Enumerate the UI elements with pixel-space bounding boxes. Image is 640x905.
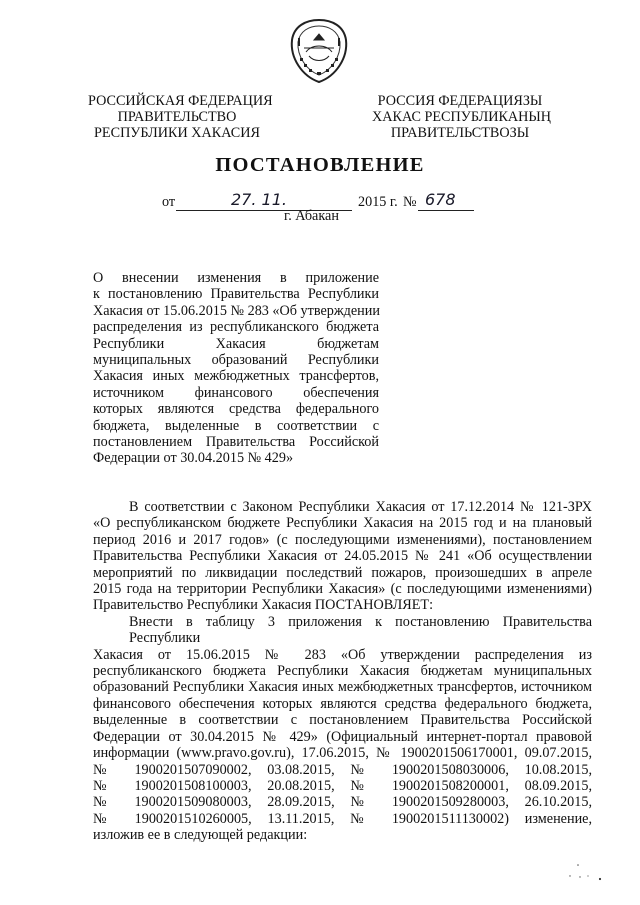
body-line: Правительство Республики Хакасия ПОСТАНОВЛЯЕТ: [93,597,434,614]
body-line: № 1900201508100003, 20.08.2015, № 1900201508200001, 08.09.2015, [93,777,592,794]
body-line: № 1900201507090002, 03.08.2015, № 1900201508030006, 10.08.2015, [93,761,592,778]
body-line: 2015 года на территории Республики Хакасия» (с последующими изменениями) [93,581,592,598]
subject-line: источником финансового обеспечения [93,384,379,401]
subject-line: Республики Хакасия бюджетам [93,335,379,352]
body-line: Внести в таблицу 3 приложения к постановлению Правительства Республики [129,613,592,647]
body-line: образований Республики Хакасия иных межбюджетных трансфертов, источником [93,679,592,696]
body-line: мероприятий по ликвидации последствий пожаров, произошедших в апреле [93,564,592,581]
header-right-line: РОССИЯ ФЕДЕРАЦИЯЗЫ [377,93,543,109]
subject-line: которых являются средства федерального [93,401,379,418]
header-right-line: ХАКАС РЕСПУБЛИКАНЫҢ [372,109,552,125]
header-left-line: ПРАВИТЕЛЬСТВО [117,109,237,125]
header-left-line: РЕСПУБЛИКИ ХАКАСИЯ [94,125,260,141]
subject-line: к постановлению Правительства Республики [93,286,379,303]
header-right-block [372,93,552,141]
body-line: информации (www.pravo.gov.ru), 17.06.2015, № 1900201506170001, 09.07.2015, [93,745,592,762]
scan-specks [566,862,606,884]
body-line: № 1900201509080003, 28.09.2015, № 1900201509280003, 26.10.2015, [93,794,592,811]
body-line: «О республиканском бюджете Республики Хакасия на 2015 год и на плановый [93,515,592,532]
body-line: Правительства Республики Хакасия от 24.05.2015 № 241 «Об осуществлении [93,548,592,565]
number-label: № [403,194,417,210]
subject-line: Федерации от 30.04.2015 № 429» [93,450,294,467]
body-line: республиканского бюджета Республики Хакасия бюджетам муниципальных [93,663,592,680]
header-left-block [88,93,273,141]
handwritten-date: 27. 11. [231,190,287,209]
header-left-line: РОССИЙСКАЯ ФЕДЕРАЦИЯ [88,93,273,109]
body-line: выделенные в соответствии с постановлением Правительства Российской [93,712,592,729]
body-line: период 2016 и 2017 годов» (с последующими изменениями), постановлением [93,531,592,548]
subject-line: распределения из республиканского бюджета [93,319,379,336]
body-text [93,499,592,844]
number-underline [418,210,474,211]
body-line: В соответствии с Законом Республики Хакасия от 17.12.2014 № 121-ЗРХ [129,499,592,515]
subject-line: бюджета, выделенные в соответствии с [93,417,379,434]
body-line: № 1900201510260005, 13.11.2015, № 1900201511130002) изменение, [93,810,592,827]
subject-line: Хакасия иных межбюджетных трансфертов, [93,368,379,385]
body-line: изложив ее в следующей редакции: [93,827,308,844]
date-prefix: от [162,194,176,210]
city-line: г. Абакан [284,208,339,224]
subject-line: Хакасия от 15.06.2015 № 283 «Об утверждении [93,302,380,319]
document-title: ПОСТАНОВЛЕНИЕ [215,154,425,176]
subject-line: О внесении изменения в приложение [93,270,379,286]
date-year: 2015 г. [358,194,398,210]
handwritten-number: 678 [425,190,456,209]
coat-of-arms-emblem [288,18,350,84]
body-line: Хакасия от 15.06.2015 № 283 «Об утверждении распределения из [93,646,592,663]
body-line: Федерации от 30.04.2015 № 429» (Официальный интернет-портал правовой [93,728,592,745]
subject-line: постановлением Правительства Российской [93,434,379,451]
subject-block [93,270,379,467]
header-right-line: ПРАВИТЕЛЬСТВОЗЫ [390,125,530,141]
subject-line: муниципальных образований Республики [93,352,379,369]
body-line: финансового обеспечения которых являются средства федерального бюджета, [93,695,592,712]
